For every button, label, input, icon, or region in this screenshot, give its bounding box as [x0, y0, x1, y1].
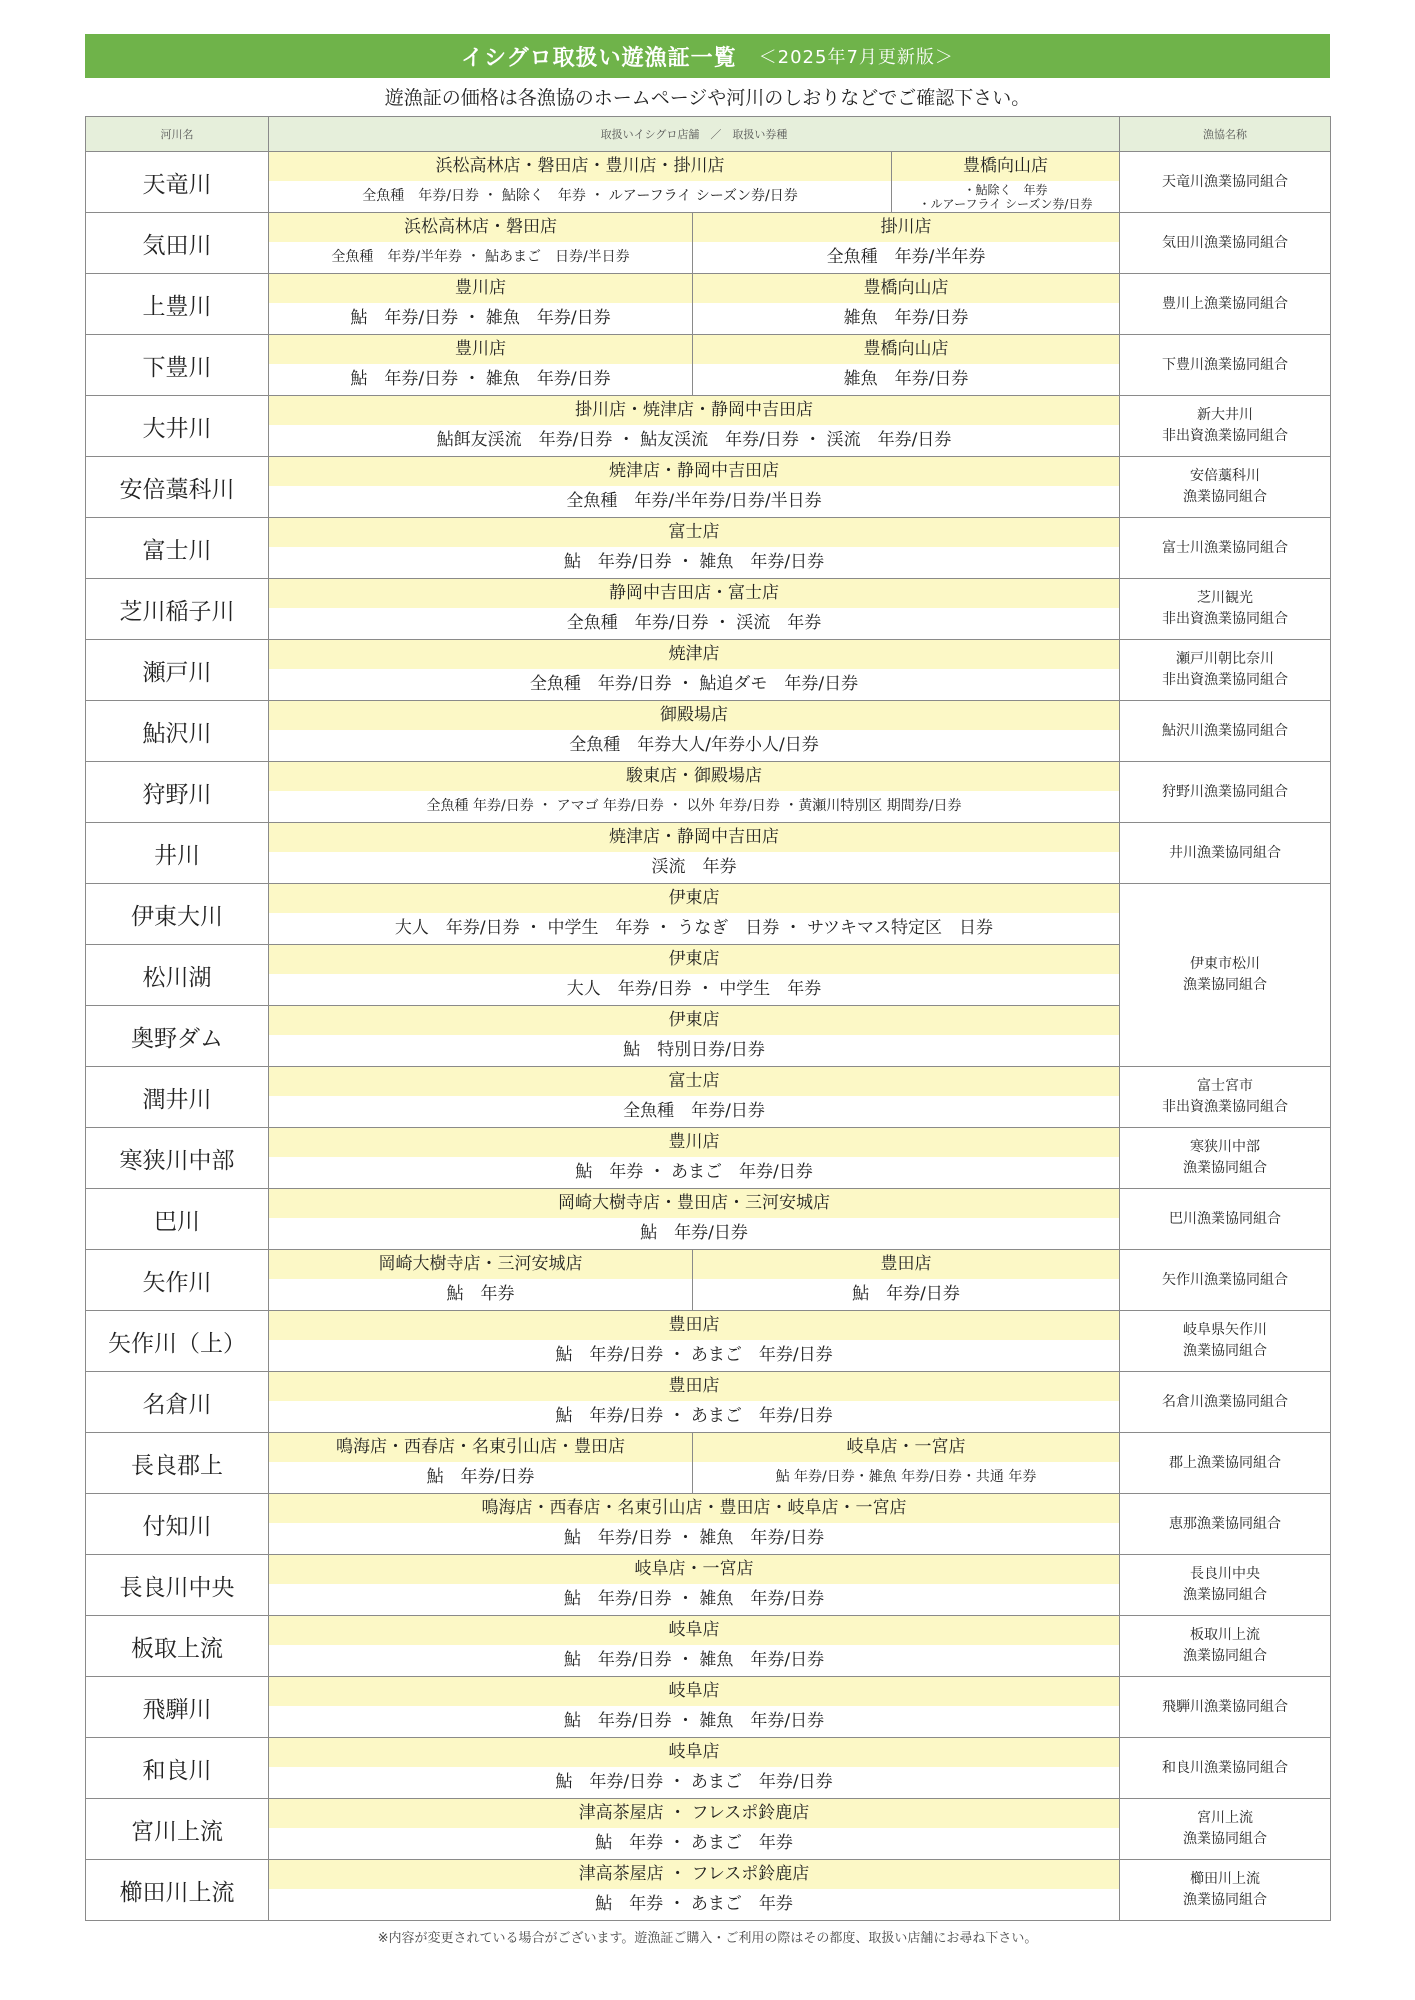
ticket-types: 鮎 年券/日券 ・ 雑魚 年券/日券	[563, 1711, 825, 1731]
river-name: 巴川	[86, 1189, 269, 1250]
association-name: 狩野川漁業協同組合	[1120, 762, 1331, 823]
title-bar	[85, 34, 1330, 78]
association-name	[1120, 1799, 1331, 1860]
river-name: 安倍藁科川	[86, 457, 269, 518]
shop-cell	[269, 213, 1120, 274]
table-row	[86, 701, 1331, 762]
shop-cell	[269, 1311, 1120, 1372]
table-row	[86, 335, 1331, 396]
shop-cell	[269, 762, 1120, 823]
shop-cell-a	[269, 335, 693, 395]
ticket-types: 鮎 特別日券/日券	[623, 1040, 765, 1060]
river-name: 長良川中央	[86, 1555, 269, 1616]
shop-name: 津高茶屋店 ・ フレスポ鈴鹿店	[269, 1860, 1119, 1889]
shop-name: 豊橋向山店	[693, 274, 1119, 303]
ticket-types: 全魚種 年券/日券	[623, 1101, 765, 1121]
association-name: 気田川漁業協同組合	[1120, 213, 1331, 274]
shop-cell	[269, 823, 1120, 884]
column-header-shops: 取扱いイシグロ店舗 ／ 取扱い券種	[269, 117, 1120, 152]
assoc-line: 漁業協同組合	[1183, 1587, 1267, 1603]
ticket-types: 鮎 年券/日券 ・ 雑魚 年券/日券	[350, 308, 611, 328]
ticket-types: 全魚種 年券/日券 ・ 鮎除く 年券 ・ ルアーフライ シーズン券/日券	[362, 188, 798, 204]
shop-cell-a	[269, 213, 693, 273]
table-row	[86, 1616, 1331, 1677]
assoc-line: 漁業協同組合	[1183, 977, 1267, 993]
association-name: 富士川漁業協同組合	[1120, 518, 1331, 579]
table-row	[86, 457, 1331, 518]
assoc-line: 漁業協同組合	[1183, 1648, 1267, 1664]
association-name: 矢作川漁業協同組合	[1120, 1250, 1331, 1311]
river-name: 下豊川	[86, 335, 269, 396]
ticket-types: 鮎 年券 ・ あまご 年券	[595, 1894, 793, 1914]
shop-name: 鳴海店・西春店・名東引山店・豊田店	[269, 1433, 692, 1462]
river-name: 矢作川（上）	[86, 1311, 269, 1372]
shop-name: 岐阜店	[269, 1677, 1119, 1706]
association-name	[1120, 579, 1331, 640]
ticket-types: 全魚種 年券/半年券/日券/半日券	[566, 491, 822, 511]
river-name: 宮川上流	[86, 1799, 269, 1860]
association-name: 飛騨川漁業協同組合	[1120, 1677, 1331, 1738]
ticket-types: 大人 年券/日券 ・ 中学生 年券 ・ うなぎ 日券 ・ サツキマス特定区 日券	[394, 918, 994, 938]
ticket-types: 渓流 年券	[651, 857, 737, 877]
shop-cell	[269, 1189, 1120, 1250]
shop-cell	[269, 518, 1120, 579]
ticket-types: 全魚種 年券/半年券	[826, 247, 986, 267]
shop-cell	[269, 335, 1120, 396]
table-row	[86, 1372, 1331, 1433]
river-name: 伊東大川	[86, 884, 269, 945]
river-name: 櫛田川上流	[86, 1860, 269, 1921]
river-name: 矢作川	[86, 1250, 269, 1311]
river-name: 寒狭川中部	[86, 1128, 269, 1189]
shop-name: 豊川店	[269, 274, 692, 303]
shop-name: 御殿場店	[269, 701, 1119, 730]
shop-split	[269, 335, 1119, 395]
table-body	[86, 152, 1331, 1921]
ticket-types: 全魚種 年券/半年券 ・ 鮎あまご 日券/半日券	[331, 249, 630, 265]
shop-name: 岐阜店	[269, 1616, 1119, 1645]
ticket-types: 大人 年券/日券 ・ 中学生 年券	[566, 979, 822, 999]
river-name: 芝川稲子川	[86, 579, 269, 640]
shop-name: 豊田店	[269, 1311, 1119, 1340]
table-row	[86, 274, 1331, 335]
table-row	[86, 1128, 1331, 1189]
river-name: 和良川	[86, 1738, 269, 1799]
assoc-line: 新大井川	[1197, 407, 1253, 423]
ticket-types: 全魚種 年券/日券 ・ 鮎追ダモ 年券/日券	[529, 674, 859, 694]
association-name	[1120, 1311, 1331, 1372]
assoc-line: 板取川上流	[1190, 1627, 1260, 1643]
shop-name: 伊東店	[269, 1006, 1119, 1035]
assoc-line: 富士宮市	[1197, 1078, 1253, 1094]
association-name	[1120, 640, 1331, 701]
river-name: 気田川	[86, 213, 269, 274]
ticket-types: 鮎 年券/日券 ・ 雑魚 年券/日券	[563, 1528, 825, 1548]
assoc-line: 岐阜県矢作川	[1183, 1322, 1267, 1338]
shop-name: 豊橋向山店	[892, 152, 1119, 181]
assoc-line: 宮川上流	[1197, 1810, 1253, 1826]
shop-name: 浜松高林店・磐田店・豊川店・掛川店	[269, 152, 891, 181]
ticket-types: 全魚種 年券大人/年券小人/日券	[569, 735, 819, 755]
river-name: 富士川	[86, 518, 269, 579]
river-name: 上豊川	[86, 274, 269, 335]
ticket-types: 鮎 年券/日券 ・ 雑魚 年券/日券	[563, 1650, 825, 1670]
column-header-river: 河川名	[86, 117, 269, 152]
shop-name: 鳴海店・西春店・名東引山店・豊田店・岐阜店・一宮店	[269, 1494, 1119, 1523]
assoc-line: 非出資漁業協同組合	[1162, 611, 1288, 627]
ticket-types: 鮎 年券/日券 ・ あまご 年券/日券	[555, 1345, 833, 1365]
assoc-line: 漁業協同組合	[1183, 1892, 1267, 1908]
table-row	[86, 1250, 1331, 1311]
shop-cell-b	[693, 213, 1119, 273]
table-row	[86, 1433, 1331, 1494]
ticket-types: 鮎 年券/日券 ・ 雑魚 年券/日券	[350, 369, 611, 389]
shop-cell	[269, 1738, 1120, 1799]
ticket-types: 鮎 年券/日券 ・ 雑魚 年券/日券	[563, 1589, 825, 1609]
ticket-types: 雑魚 年券/日券	[843, 308, 969, 328]
shop-name: 岡崎大樹寺店・豊田店・三河安城店	[269, 1189, 1119, 1218]
footnote: ※内容が変更されている場合がございます。遊漁証ご購入・ご利用の際はその都度、取扱い店舗にお尋ね下さい。	[377, 1931, 1038, 1946]
shop-cell-b	[693, 1433, 1119, 1493]
shop-cell	[269, 1067, 1120, 1128]
shop-cell	[269, 1250, 1120, 1311]
shop-name: 豊田店	[693, 1250, 1119, 1279]
page	[85, 34, 1330, 1946]
association-name: 井川漁業協同組合	[1120, 823, 1331, 884]
association-name	[1120, 884, 1331, 1067]
shop-name: 静岡中吉田店・富士店	[269, 579, 1119, 608]
shop-cell-a	[269, 152, 892, 213]
river-name: 天竜川	[86, 152, 269, 213]
ticket-types: 鮎 年券/日券 ・ 雑魚 年券/日券	[563, 552, 825, 572]
table-row	[86, 884, 1331, 945]
ticket-line: ・鮎除く 年券	[963, 182, 1048, 197]
ticket-types: 鮎 年券/日券・雑魚 年券/日券・共通 年券	[775, 1469, 1037, 1485]
river-name: 飛騨川	[86, 1677, 269, 1738]
assoc-line: 漁業協同組合	[1183, 1831, 1267, 1847]
ticket-types: 鮎 年券/日券 ・ あまご 年券/日券	[555, 1406, 833, 1426]
table-row	[86, 1677, 1331, 1738]
shop-cell	[269, 1128, 1120, 1189]
shop-name: 豊川店	[269, 1128, 1119, 1157]
ticket-types: 鮎 年券/日券	[640, 1223, 748, 1243]
shop-cell	[269, 1555, 1120, 1616]
shop-cell	[269, 1006, 1120, 1067]
page-title: イシグロ取扱い遊漁証一覧	[461, 45, 737, 71]
shop-cell-b	[693, 335, 1119, 395]
assoc-line: 非出資漁業協同組合	[1162, 428, 1288, 444]
shop-name: 焼津店・静岡中吉田店	[269, 457, 1119, 486]
shop-cell-a	[269, 1433, 693, 1493]
shop-name: 富士店	[269, 1067, 1119, 1096]
shop-cell-a	[269, 274, 693, 334]
assoc-line: 安倍藁科川	[1190, 468, 1260, 484]
river-name: 鮎沢川	[86, 701, 269, 762]
shop-cell-b	[693, 1250, 1119, 1310]
association-name: 巴川漁業協同組合	[1120, 1189, 1331, 1250]
shop-cell	[269, 1372, 1120, 1433]
ticket-types	[892, 181, 1119, 212]
shop-name: 伊東店	[269, 945, 1119, 974]
ticket-line: ・ルアーフライ シーズン券/日券	[918, 196, 1093, 211]
shop-name: 豊橋向山店	[693, 335, 1119, 364]
shop-cell	[269, 884, 1120, 945]
shop-cell	[269, 640, 1120, 701]
table-row	[86, 396, 1331, 457]
shop-cell	[269, 457, 1120, 518]
shop-split	[269, 1433, 1119, 1493]
shop-name: 掛川店	[693, 213, 1119, 242]
edition-label: ＜2025年7月更新版＞	[758, 47, 954, 68]
table-row	[86, 518, 1331, 579]
river-name: 付知川	[86, 1494, 269, 1555]
ticket-types: 鮎 年券	[446, 1284, 515, 1304]
ticket-types: 鮎 年券/日券	[852, 1284, 960, 1304]
river-name: 大井川	[86, 396, 269, 457]
association-name: 豊川上漁業協同組合	[1120, 274, 1331, 335]
ticket-types: 全魚種 年券/日券 ・ 渓流 年券	[566, 613, 822, 633]
river-name: 奥野ダム	[86, 1006, 269, 1067]
shop-name: 浜松高林店・磐田店	[269, 213, 692, 242]
shop-cell	[269, 274, 1120, 335]
shop-name: 焼津店	[269, 640, 1119, 669]
shop-cell	[269, 1799, 1120, 1860]
shop-cell	[269, 1616, 1120, 1677]
shop-cell	[269, 701, 1120, 762]
table-row	[86, 1799, 1331, 1860]
river-name: 名倉川	[86, 1372, 269, 1433]
table-row	[86, 152, 1331, 213]
association-name: 恵那漁業協同組合	[1120, 1494, 1331, 1555]
ticket-types: 鮎 年券/日券 ・ あまご 年券/日券	[555, 1772, 833, 1792]
assoc-line: 漁業協同組合	[1183, 489, 1267, 505]
table-row	[86, 640, 1331, 701]
ticket-types: 全魚種 年券/日券 ・ アマゴ 年券/日券 ・ 以外 年券/日券 ・黄瀬川特別区 期間券/日券	[426, 798, 962, 814]
river-name: 井川	[86, 823, 269, 884]
table-row	[86, 1189, 1331, 1250]
association-name	[1120, 1616, 1331, 1677]
shop-name: 岐阜店・一宮店	[693, 1433, 1119, 1462]
assoc-line: 長良川中央	[1190, 1566, 1260, 1582]
shop-cell-b	[892, 152, 1120, 213]
assoc-line: 瀬戸川朝比奈川	[1176, 651, 1274, 667]
association-name	[1120, 1067, 1331, 1128]
shop-name: 岡崎大樹寺店・三河安城店	[269, 1250, 692, 1279]
table-row	[86, 213, 1331, 274]
table-row	[86, 1311, 1331, 1372]
shop-name: 焼津店・静岡中吉田店	[269, 823, 1119, 852]
shop-split	[269, 213, 1119, 273]
assoc-line: 櫛田川上流	[1190, 1871, 1260, 1887]
ticket-types: 鮎 年券/日券	[426, 1467, 535, 1487]
river-name: 板取上流	[86, 1616, 269, 1677]
shop-cell-b	[693, 274, 1119, 334]
table-row	[86, 762, 1331, 823]
table-row	[86, 1555, 1331, 1616]
assoc-line: 漁業協同組合	[1183, 1343, 1267, 1359]
association-name: 鮎沢川漁業協同組合	[1120, 701, 1331, 762]
association-name: 郡上漁業協同組合	[1120, 1433, 1331, 1494]
table-row	[86, 1860, 1331, 1921]
association-name: 天竜川漁業協同組合	[1120, 152, 1331, 213]
shop-cell	[269, 579, 1120, 640]
association-name: 下豊川漁業協同組合	[1120, 335, 1331, 396]
assoc-line: 非出資漁業協同組合	[1162, 1099, 1288, 1115]
table-row	[86, 1738, 1331, 1799]
subtitle: 遊漁証の価格は各漁協のホームページや河川のしおりなどでご確認下さい。	[384, 87, 1031, 109]
shop-cell	[269, 1677, 1120, 1738]
river-name: 松川湖	[86, 945, 269, 1006]
shop-name: 駿東店・御殿場店	[269, 762, 1119, 791]
table-row	[86, 1067, 1331, 1128]
assoc-line: 寒狭川中部	[1190, 1139, 1260, 1155]
ticket-types: 雑魚 年券/日券	[843, 369, 969, 389]
shop-name: 豊田店	[269, 1372, 1119, 1401]
table-row	[86, 1494, 1331, 1555]
river-name: 潤井川	[86, 1067, 269, 1128]
association-name	[1120, 1860, 1331, 1921]
river-name: 長良郡上	[86, 1433, 269, 1494]
association-name	[1120, 1128, 1331, 1189]
license-table	[85, 116, 1331, 1921]
ticket-types: 鮎餌友渓流 年券/日券 ・ 鮎友渓流 年券/日券 ・ 渓流 年券/日券	[436, 430, 952, 450]
assoc-line: 芝川観光	[1197, 590, 1253, 606]
shop-split	[269, 274, 1119, 334]
shop-cell-a	[269, 1250, 693, 1310]
shop-name: 掛川店・焼津店・静岡中吉田店	[269, 396, 1119, 425]
shop-split	[269, 1250, 1119, 1310]
table-row	[86, 823, 1331, 884]
association-name: 名倉川漁業協同組合	[1120, 1372, 1331, 1433]
table-header-row	[86, 117, 1331, 152]
association-name	[1120, 396, 1331, 457]
river-name: 狩野川	[86, 762, 269, 823]
shop-name: 岐阜店	[269, 1738, 1119, 1767]
assoc-line: 伊東市松川	[1190, 956, 1260, 972]
shop-cell	[269, 396, 1120, 457]
ticket-types: 鮎 年券 ・ あまご 年券	[595, 1833, 793, 1853]
table-row	[86, 579, 1331, 640]
association-name: 和良川漁業協同組合	[1120, 1738, 1331, 1799]
assoc-line: 非出資漁業協同組合	[1162, 672, 1288, 688]
column-header-assoc: 漁協名称	[1120, 117, 1331, 152]
shop-name: 岐阜店・一宮店	[269, 1555, 1119, 1584]
association-name	[1120, 457, 1331, 518]
shop-cell	[269, 1433, 1120, 1494]
ticket-types: 鮎 年券 ・ あまご 年券/日券	[575, 1162, 813, 1182]
association-name	[1120, 1555, 1331, 1616]
river-name: 瀬戸川	[86, 640, 269, 701]
shop-name: 豊川店	[269, 335, 692, 364]
shop-name: 富士店	[269, 518, 1119, 547]
assoc-line: 漁業協同組合	[1183, 1160, 1267, 1176]
shop-cell	[269, 945, 1120, 1006]
shop-name: 津高茶屋店 ・ フレスポ鈴鹿店	[269, 1799, 1119, 1828]
shop-cell	[269, 1494, 1120, 1555]
shop-cell	[269, 1860, 1120, 1921]
shop-name: 伊東店	[269, 884, 1119, 913]
